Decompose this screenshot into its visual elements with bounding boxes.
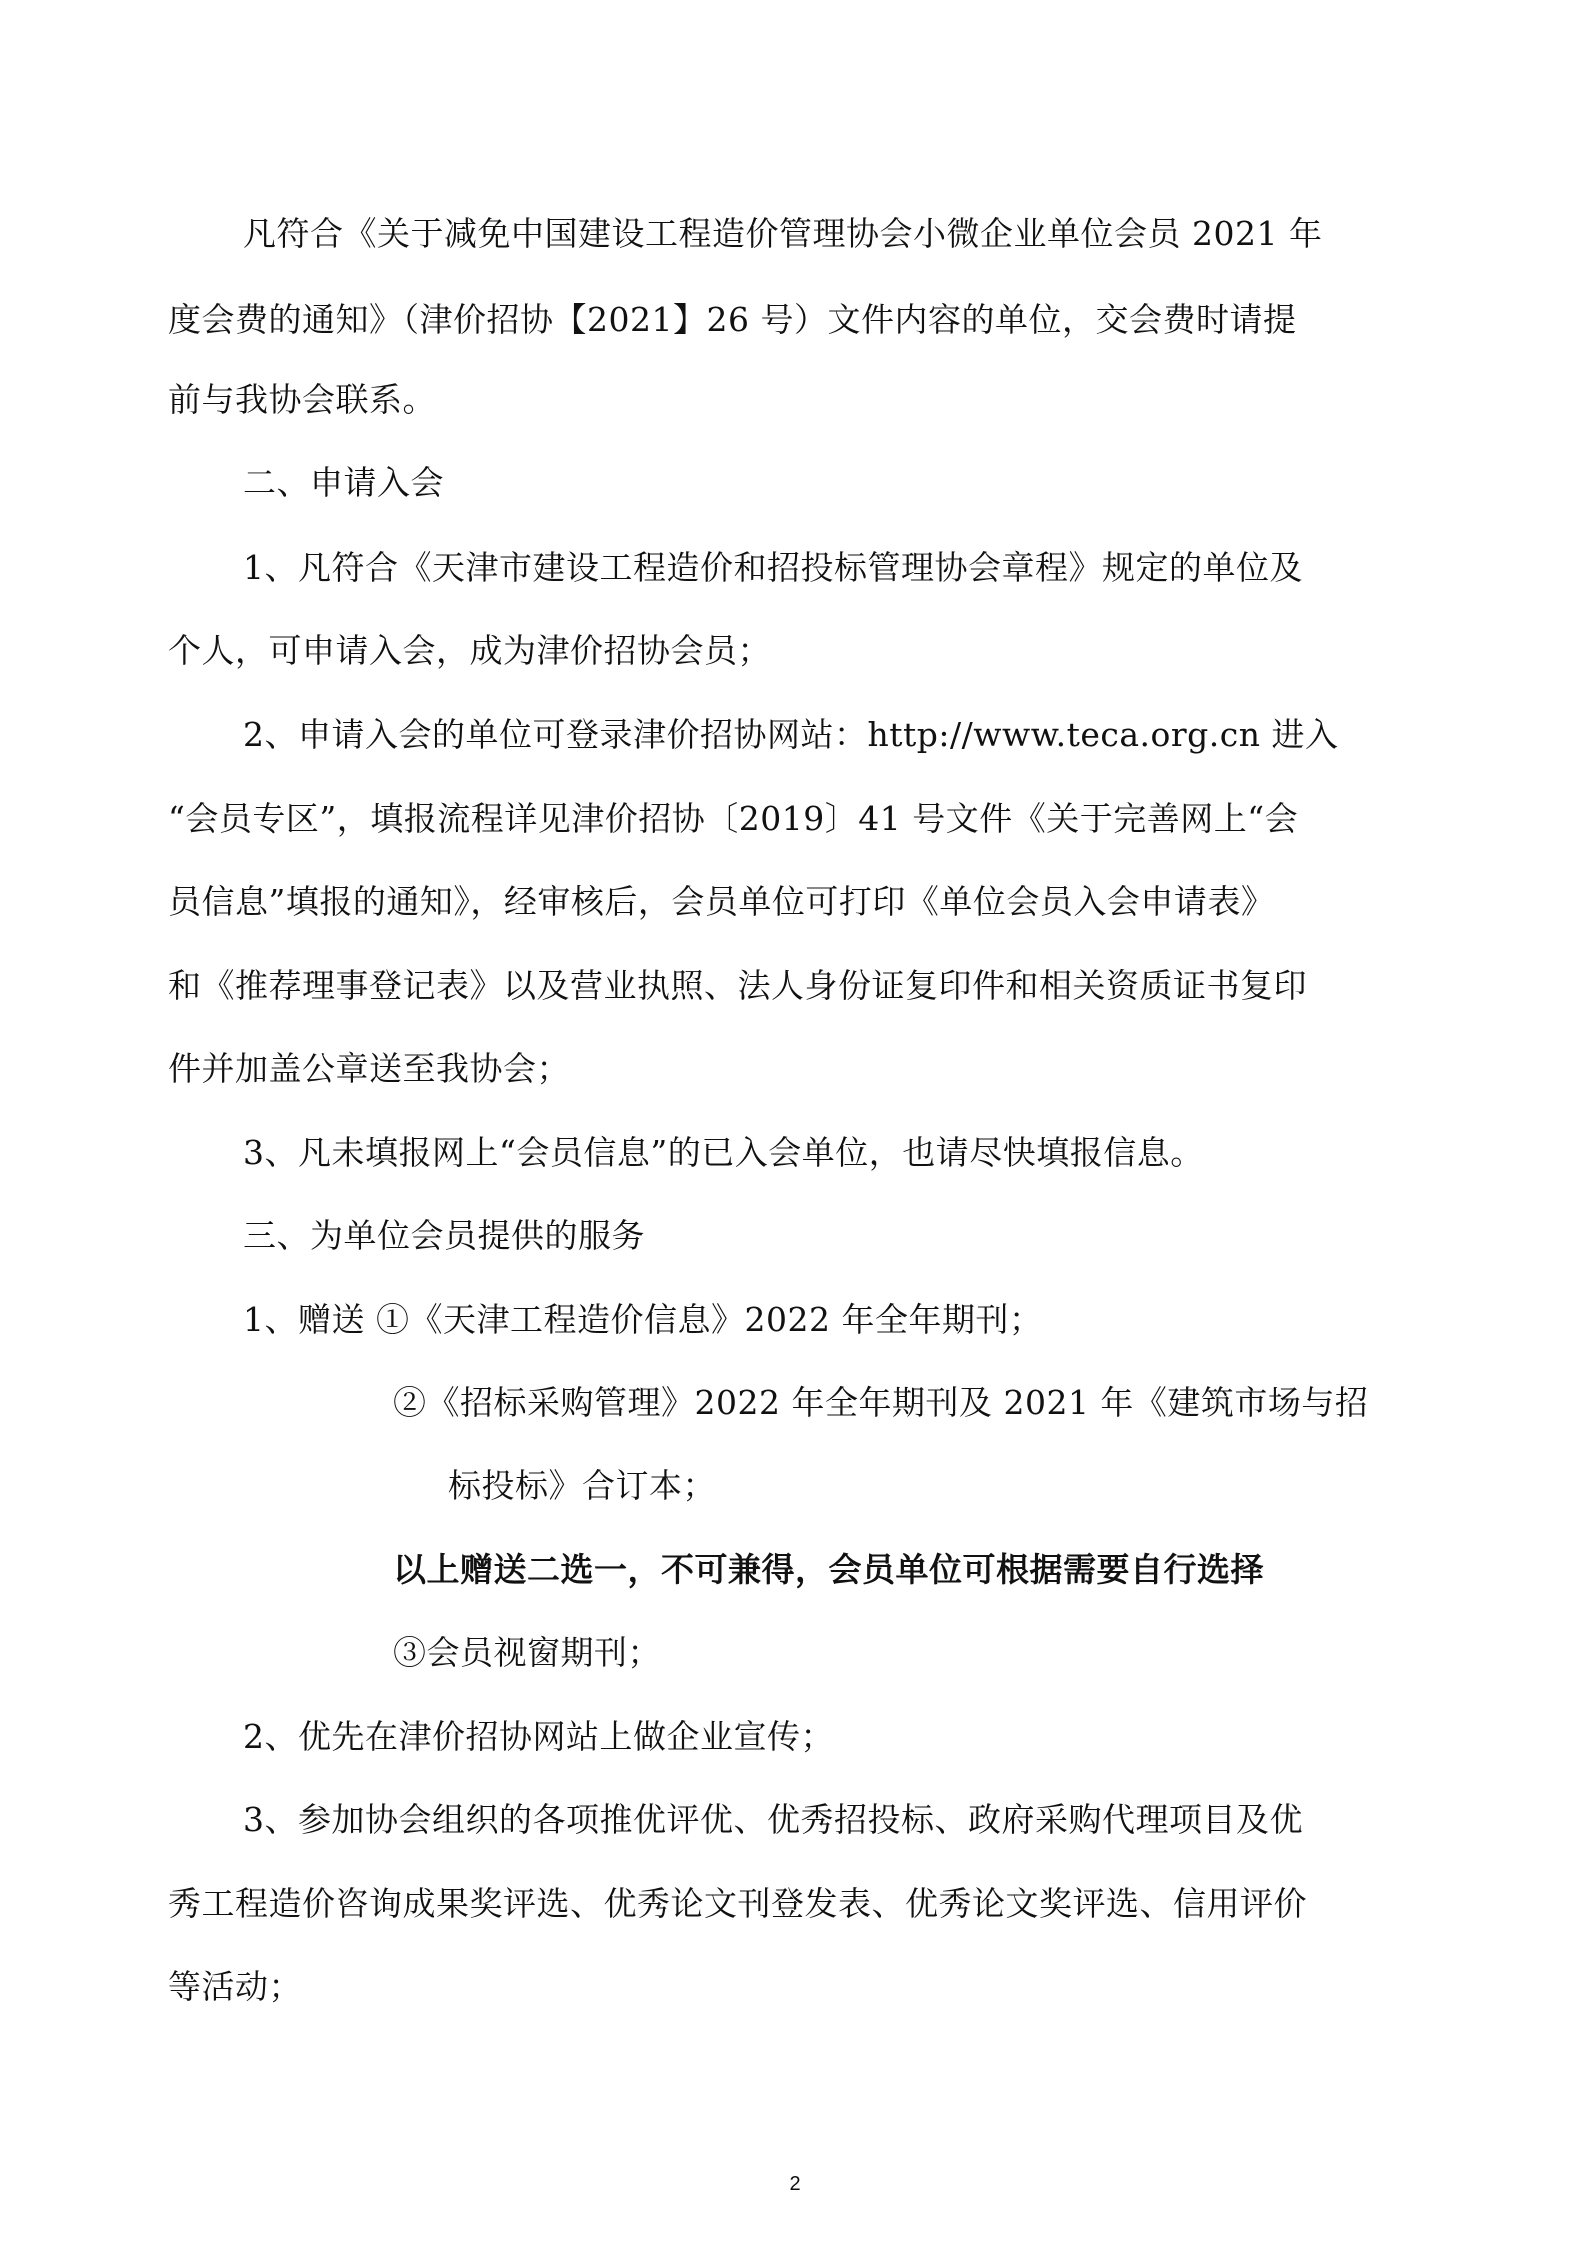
section-heading: 二、申请入会 — [243, 463, 444, 502]
paragraph-line: 和《推荐理事登记表》以及营业执照、法人身份证复印件和相关资质证书复印 — [168, 966, 1307, 1005]
paragraph-line: 秀工程造价咨询成果奖评选、优秀论文刊登发表、优秀论文奖评选、信用评价 — [168, 1884, 1307, 1923]
bold-note: 以上赠送二选一，不可兼得，会员单位可根据需要自行选择 — [393, 1550, 1264, 1589]
paragraph-line: 等活动； — [168, 1967, 302, 2006]
page-number: 2 — [789, 2173, 801, 2195]
paragraph-line: 件并加盖公章送至我协会； — [168, 1049, 570, 1088]
paragraph-line: 度会费的通知》（津价招协【2021】26 号）文件内容的单位，交会费时请提 — [168, 300, 1297, 339]
list-item: ③会员视窗期刊； — [393, 1633, 661, 1672]
list-item: ②《招标采购管理》2022 年全年期刊及 2021 年《建筑市场与招 — [393, 1383, 1369, 1422]
paragraph-line: 个人，可申请入会，成为津价招协会员； — [168, 631, 771, 670]
list-item: 标投标》合订本； — [448, 1466, 716, 1505]
list-item: 2、优先在津价招协网站上做企业宣传； — [243, 1717, 834, 1756]
paragraph-line: 1、凡符合《天津市建设工程造价和招投标管理协会章程》规定的单位及 — [243, 548, 1303, 587]
paragraph-line: 凡符合《关于减免中国建设工程造价管理协会小微企业单位会员 2021 年 — [243, 214, 1323, 253]
paragraph-line: 3、参加协会组织的各项推优评优、优秀招投标、政府采购代理项目及优 — [243, 1800, 1303, 1839]
list-item: 1、赠送 ①《天津工程造价信息》2022 年全年期刊； — [243, 1300, 1043, 1339]
section-heading: 三、为单位会员提供的服务 — [243, 1216, 645, 1255]
paragraph-line: 前与我协会联系。 — [168, 380, 436, 419]
paragraph-line: 2、申请入会的单位可登录津价招协网站：http://www.teca.org.cn 进入 — [243, 715, 1339, 754]
paragraph-line: 3、凡未填报网上“会员信息”的已入会单位，也请尽快填报信息。 — [243, 1133, 1204, 1172]
paragraph-line: “会员专区”，填报流程详见津价招协〔2019〕41 号文件《关于完善网上“会 — [168, 799, 1299, 838]
paragraph-line: 员信息”填报的通知》，经审核后，会员单位可打印《单位会员入会申请表》 — [168, 882, 1275, 921]
